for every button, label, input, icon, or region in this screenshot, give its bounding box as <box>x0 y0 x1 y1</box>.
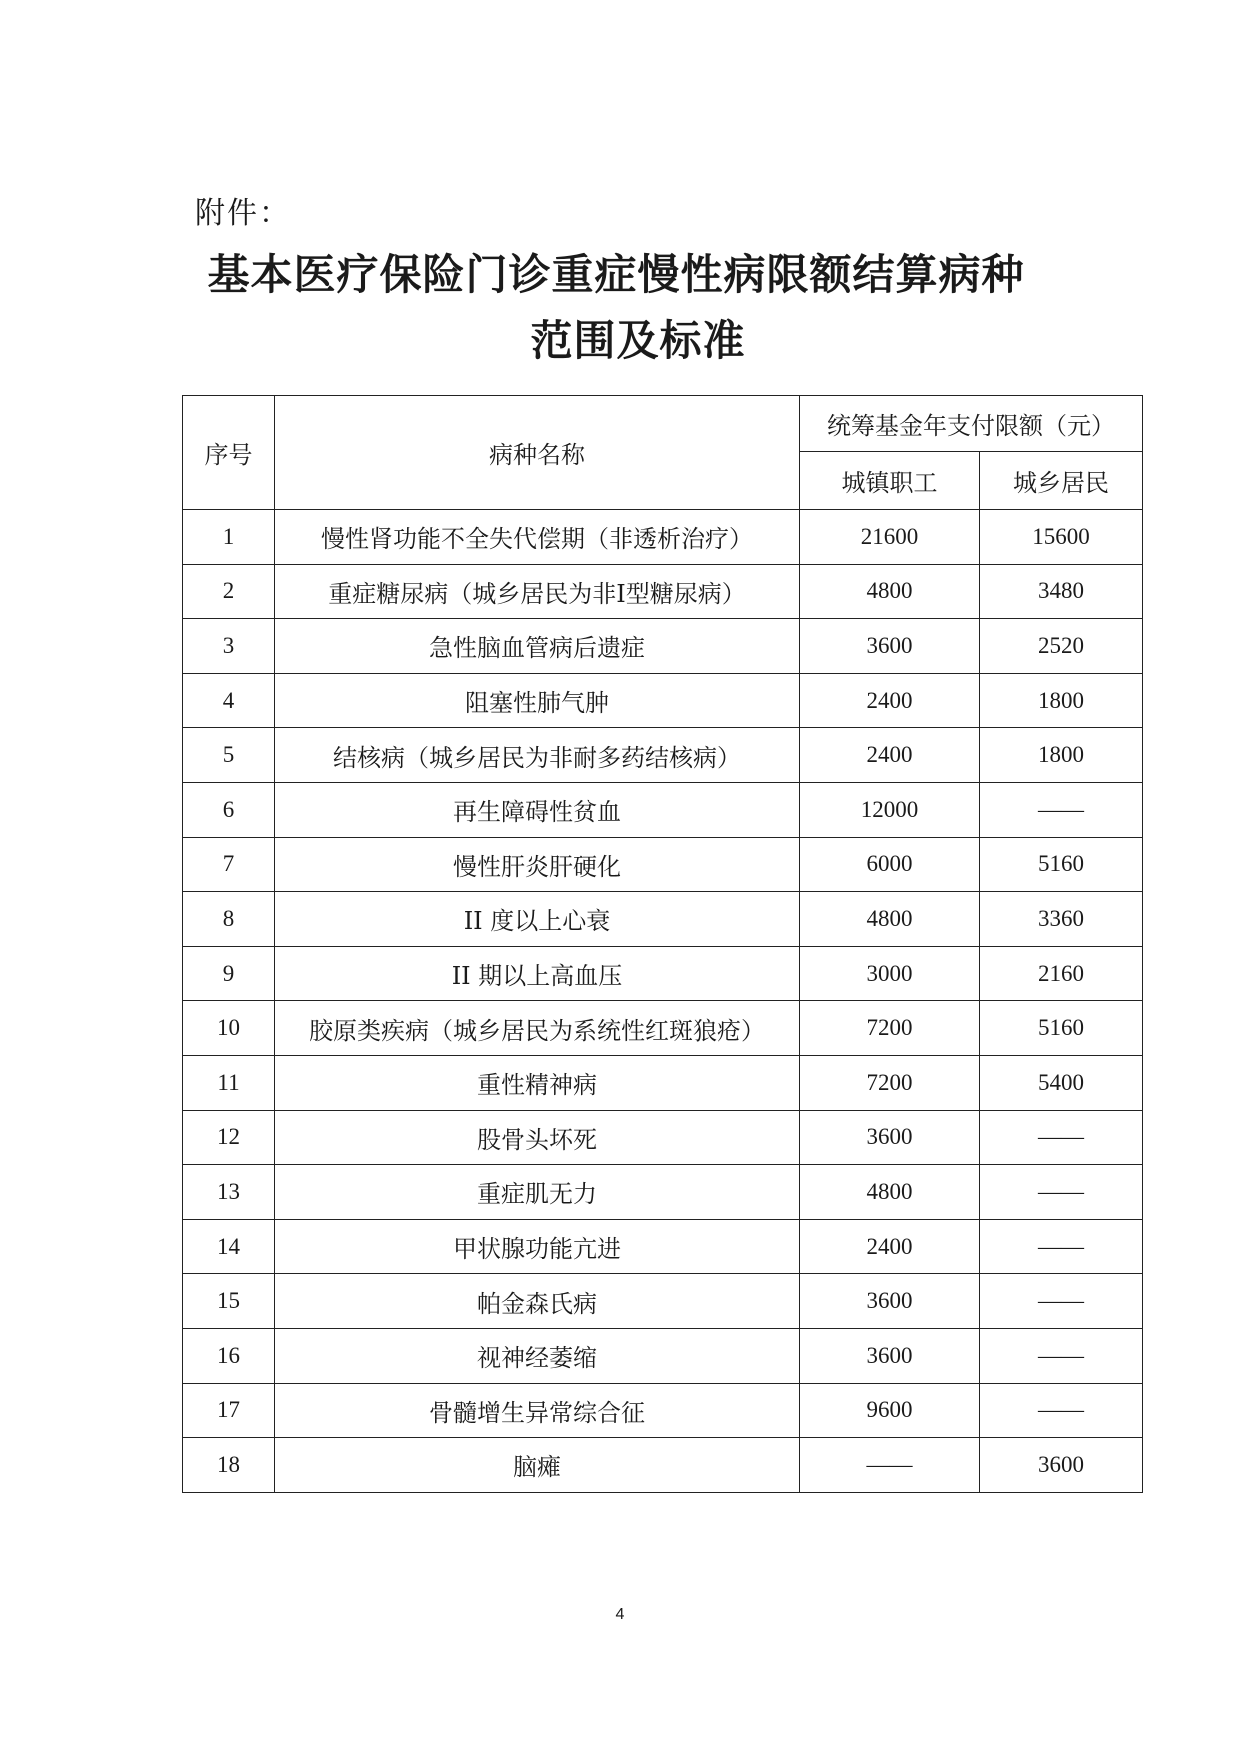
row-urban-limit-cell: 3600 <box>800 1110 980 1165</box>
row-name-cell: 慢性肝炎肝硬化 <box>275 837 800 892</box>
row-rural-limit-cell: 5400 <box>980 1055 1143 1110</box>
row-seq-cell: 10 <box>183 1001 275 1056</box>
row-name-cell: 再生障碍性贫血 <box>275 782 800 837</box>
row-seq-cell: 11 <box>183 1055 275 1110</box>
row-rural-limit-cell: 15600 <box>980 510 1143 565</box>
row-rural-limit-cell: 1800 <box>980 673 1143 728</box>
row-seq-cell: 14 <box>183 1219 275 1274</box>
table-row <box>183 1438 1143 1493</box>
row-urban-limit-cell: 4800 <box>800 1165 980 1220</box>
row-rural-limit-cell: —— <box>980 782 1143 837</box>
row-seq-cell: 7 <box>183 837 275 892</box>
row-name-cell: 帕金森氏病 <box>275 1274 800 1329</box>
attachment-label: 附件： <box>195 196 291 231</box>
row-urban-limit-cell: 21600 <box>800 510 980 565</box>
row-urban-limit-cell: —— <box>800 1438 980 1493</box>
table-row <box>183 619 1143 674</box>
table-row <box>183 1165 1143 1220</box>
row-name-cell: 重症肌无力 <box>275 1165 800 1220</box>
row-rural-limit-cell: —— <box>980 1165 1143 1220</box>
table-row <box>183 1055 1143 1110</box>
row-name-cell: 骨髓增生异常综合征 <box>275 1383 800 1438</box>
row-seq-cell: 18 <box>183 1438 275 1493</box>
row-seq-cell: 3 <box>183 619 275 674</box>
row-urban-limit-cell: 3000 <box>800 946 980 1001</box>
row-rural-limit-cell: —— <box>980 1110 1143 1165</box>
table-row <box>183 946 1143 1001</box>
row-name-cell: 重症糖尿病（城乡居民为非Ⅰ型糖尿病） <box>275 564 800 619</box>
row-seq-cell: 2 <box>183 564 275 619</box>
row-rural-limit-cell: —— <box>980 1328 1143 1383</box>
row-urban-limit-cell: 3600 <box>800 1274 980 1329</box>
row-rural-limit-cell: 3360 <box>980 892 1143 947</box>
row-rural-limit-cell: —— <box>980 1383 1143 1438</box>
row-seq-cell: 9 <box>183 946 275 1001</box>
header-rural-resident: 城乡居民 <box>980 452 1143 510</box>
row-seq-cell: 1 <box>183 510 275 565</box>
table-row <box>183 673 1143 728</box>
row-seq-cell: 13 <box>183 1165 275 1220</box>
document-title-line2: 范围及标准 <box>530 316 746 365</box>
row-name-cell: II 度以上心衰 <box>275 892 800 947</box>
row-seq-cell: 16 <box>183 1328 275 1383</box>
row-name-cell: 胶原类疾病（城乡居民为系统性红斑狼疮） <box>275 1001 800 1056</box>
row-urban-limit-cell: 7200 <box>800 1055 980 1110</box>
row-name-cell: 慢性肾功能不全失代偿期（非透析治疗） <box>275 510 800 565</box>
table-row <box>183 1383 1143 1438</box>
row-rural-limit-cell: 5160 <box>980 837 1143 892</box>
row-rural-limit-cell: 1800 <box>980 728 1143 783</box>
table-row <box>183 837 1143 892</box>
row-urban-limit-cell: 4800 <box>800 892 980 947</box>
row-rural-limit-cell: 5160 <box>980 1001 1143 1056</box>
row-name-cell: 股骨头坏死 <box>275 1110 800 1165</box>
row-seq-cell: 8 <box>183 892 275 947</box>
table-row <box>183 1328 1143 1383</box>
row-name-cell: 急性脑血管病后遗症 <box>275 619 800 674</box>
row-name-cell: 结核病（城乡居民为非耐多药结核病） <box>275 728 800 783</box>
row-name-cell: 视神经萎缩 <box>275 1328 800 1383</box>
row-urban-limit-cell: 9600 <box>800 1383 980 1438</box>
table-row <box>183 892 1143 947</box>
row-rural-limit-cell: —— <box>980 1219 1143 1274</box>
page-number: 4 <box>615 1606 625 1623</box>
table-row <box>183 1219 1143 1274</box>
header-urban-employee: 城镇职工 <box>800 452 980 510</box>
row-name-cell: 甲状腺功能亢进 <box>275 1219 800 1274</box>
row-urban-limit-cell: 7200 <box>800 1001 980 1056</box>
row-urban-limit-cell: 4800 <box>800 564 980 619</box>
row-urban-limit-cell: 2400 <box>800 728 980 783</box>
row-seq-cell: 17 <box>183 1383 275 1438</box>
row-rural-limit-cell: 3480 <box>980 564 1143 619</box>
header-disease-name: 病种名称 <box>275 396 800 510</box>
row-rural-limit-cell: —— <box>980 1274 1143 1329</box>
table-row <box>183 1110 1143 1165</box>
row-rural-limit-cell: 2520 <box>980 619 1143 674</box>
row-name-cell: II 期以上高血压 <box>275 946 800 1001</box>
row-urban-limit-cell: 6000 <box>800 837 980 892</box>
row-seq-cell: 6 <box>183 782 275 837</box>
row-seq-cell: 15 <box>183 1274 275 1329</box>
row-urban-limit-cell: 2400 <box>800 1219 980 1274</box>
table-row <box>183 1001 1143 1056</box>
header-seq: 序号 <box>183 396 275 510</box>
table-row <box>183 510 1143 565</box>
row-name-cell: 重性精神病 <box>275 1055 800 1110</box>
row-seq-cell: 5 <box>183 728 275 783</box>
row-rural-limit-cell: 2160 <box>980 946 1143 1001</box>
row-seq-cell: 4 <box>183 673 275 728</box>
row-seq-cell: 12 <box>183 1110 275 1165</box>
table-row <box>183 728 1143 783</box>
table-row <box>183 1274 1143 1329</box>
row-rural-limit-cell: 3600 <box>980 1438 1143 1493</box>
row-name-cell: 阻塞性肺气肿 <box>275 673 800 728</box>
table-row <box>183 564 1143 619</box>
row-urban-limit-cell: 3600 <box>800 1328 980 1383</box>
row-urban-limit-cell: 12000 <box>800 782 980 837</box>
disease-limit-table <box>182 395 1143 1493</box>
row-urban-limit-cell: 3600 <box>800 619 980 674</box>
header-limit-group: 统筹基金年支付限额（元） <box>800 396 1143 452</box>
row-urban-limit-cell: 2400 <box>800 673 980 728</box>
table-row <box>183 782 1143 837</box>
document-title-line1: 基本医疗保险门诊重症慢性病限额结算病种 <box>207 250 1025 299</box>
row-name-cell: 脑瘫 <box>275 1438 800 1493</box>
